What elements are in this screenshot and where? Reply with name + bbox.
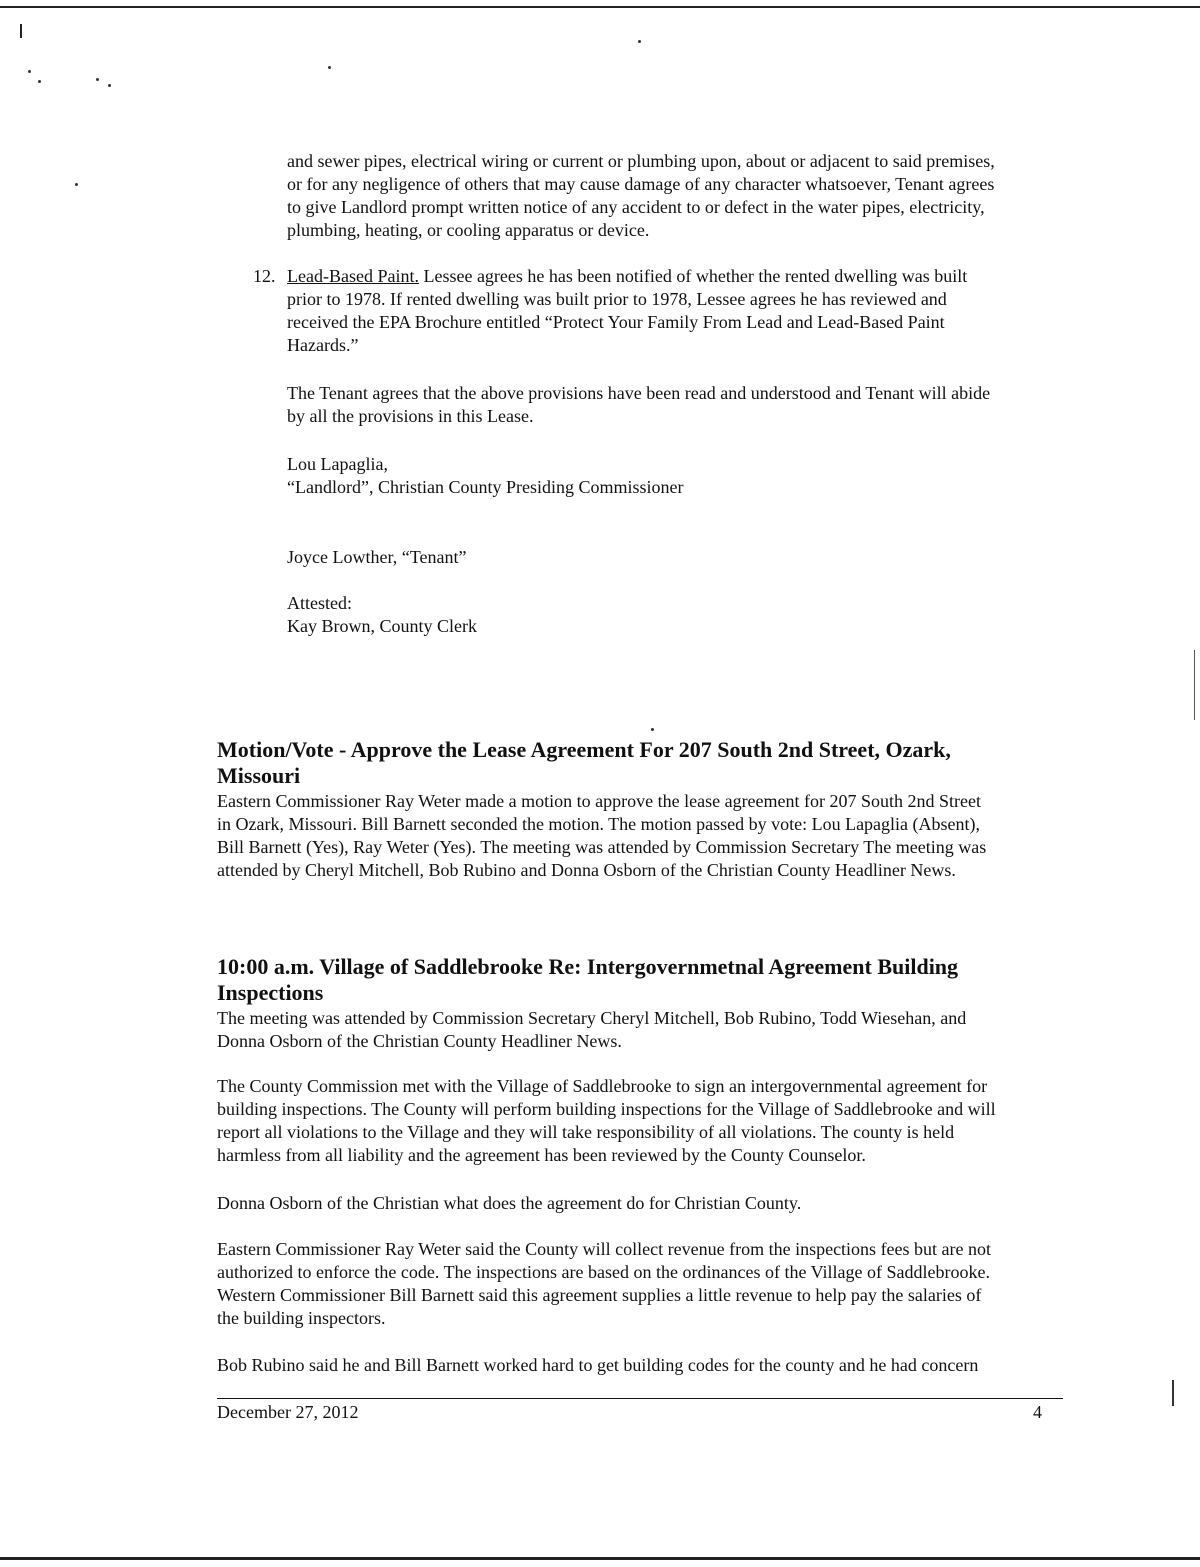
scan-speck xyxy=(75,183,78,186)
text-line xyxy=(287,265,1077,288)
text-line: and sewer pipes, electrical wiring or current or plumbing upon, about or adjacent to said premises, xyxy=(287,151,995,171)
text-line: prior to 1978. If rented dwelling was built prior to 1978, Lessee agrees he has reviewed and xyxy=(287,289,947,309)
heading-line: Motion/Vote - Approve the Lease Agreement For 207 South 2nd Street, Ozark, xyxy=(217,737,951,762)
text-line: The Tenant agrees that the above provisions have been read and understood and Tenant will abide xyxy=(287,383,991,403)
text-line: Eastern Commissioner Ray Weter made a motion to approve the lease agreement for 207 South 2nd Street xyxy=(217,791,982,811)
motion-body xyxy=(217,790,1077,882)
text-line: The meeting was attended by Commission Secretary Cheryl Mitchell, Bob Rubino, Todd Wiesehan, and xyxy=(217,1008,967,1028)
text-line: plumbing, heating, or cooling apparatus or device. xyxy=(287,220,650,240)
scan-speck xyxy=(28,70,31,73)
clerk-name: Kay Brown, County Clerk xyxy=(287,616,477,636)
tenant-name: Joyce Lowther, “Tenant” xyxy=(287,547,467,567)
heading-line: Inspections xyxy=(217,980,324,1005)
clause-number: 12. xyxy=(253,266,276,286)
paragraph-question xyxy=(217,1192,1077,1215)
attested-label: Attested: xyxy=(287,593,352,613)
clause-title: Lead-Based Paint. xyxy=(287,266,419,286)
text-line: received the EPA Brochure entitled “Protect Your Family From Lead and Lead-Based Paint xyxy=(287,312,945,332)
attestation-block xyxy=(287,592,1077,638)
text-line: attended by Cheryl Mitchell, Bob Rubino and Donna Osborn of the Christian County Headliner News. xyxy=(217,860,956,880)
footer-date: December 27, 2012 xyxy=(217,1402,359,1422)
scan-speck xyxy=(651,728,654,731)
text-line: Donna Osborn of the Christian what does the agreement do for Christian County. xyxy=(217,1193,802,1213)
text-line: authorized to enforce the code. The inspections are based on the ordinances of the Village of Saddlebrooke. xyxy=(217,1262,990,1282)
text-line: Donna Osborn of the Christian County Headliner News. xyxy=(217,1031,622,1051)
page-number: 4 xyxy=(1033,1402,1042,1422)
footer-rule xyxy=(217,1398,1063,1399)
text-line: or for any negligence of others that may cause damage of any character whatsoever, Tenant agrees xyxy=(287,174,995,194)
text-line: Bob Rubino said he and Bill Barnett worked hard to get building codes for the county and he had concern xyxy=(217,1355,979,1375)
scan-speck xyxy=(108,84,111,87)
text-line: the building inspectors. xyxy=(217,1308,386,1328)
landlord-signature-block xyxy=(287,453,1077,499)
tenant-signature-block xyxy=(287,546,1077,569)
section-heading-saddlebrooke xyxy=(217,954,1077,1006)
heading-line: 10:00 a.m. Village of Saddlebrooke Re: Intergovernmetnal Agreement Building xyxy=(217,954,959,979)
clause-text: Lessee agrees he has been notified of whether the rented dwelling was built xyxy=(418,266,968,286)
landlord-title: “Landlord”, Christian County Presiding Commissioner xyxy=(287,477,684,497)
text-line: The County Commission met with the Village of Saddlebrooke to sign an intergovernmental agreement for xyxy=(217,1076,988,1096)
scan-mark xyxy=(1172,1380,1174,1406)
scan-speck xyxy=(96,78,99,81)
scan-speck xyxy=(638,40,641,43)
scan-border-top xyxy=(0,6,1200,8)
text-line: to give Landlord prompt written notice of any accident to or defect in the water pipes, electricity, xyxy=(287,197,985,217)
text-line: building inspections. The County will perform building inspections for the Village of Saddlebrooke and will xyxy=(217,1099,996,1119)
clause-12 xyxy=(287,265,1077,357)
paragraph-building-codes xyxy=(217,1354,1077,1377)
agreement-statement xyxy=(287,382,1077,428)
scan-border-bottom xyxy=(0,1557,1200,1560)
landlord-name: Lou Lapaglia, xyxy=(287,454,388,474)
text-line: Western Commissioner Bill Barnett said this agreement supplies a little revenue to help pay the salaries of xyxy=(217,1285,982,1305)
text-line: Eastern Commissioner Ray Weter said the County will collect revenue from the inspections fees but are not xyxy=(217,1239,992,1259)
attendance-paragraph xyxy=(217,1007,1077,1053)
paragraph-revenue xyxy=(217,1238,1077,1330)
scan-speck xyxy=(38,80,41,83)
text-line: Hazards.” xyxy=(287,335,359,355)
scan-mark xyxy=(1194,650,1195,720)
text-line: Bill Barnett (Yes), Ray Weter (Yes). The meeting was attended by Commission Secretary The meeting was xyxy=(217,837,987,857)
scan-speck xyxy=(328,66,331,69)
text-line: report all violations to the Village and they will take responsibility of all violations. The county is held xyxy=(217,1122,955,1142)
paragraph-agreement-summary xyxy=(217,1075,1077,1167)
continued-clause xyxy=(287,150,1077,242)
text-line: in Ozark, Missouri. Bill Barnett seconded the motion. The motion passed by vote: Lou Lapaglia (Absent), xyxy=(217,814,981,834)
scan-mark xyxy=(20,24,22,38)
heading-line: Missouri xyxy=(217,763,301,788)
text-line: by all the provisions in this Lease. xyxy=(287,406,534,426)
text-line: harmless from all liability and the agreement has been reviewed by the County Counselor. xyxy=(217,1145,866,1165)
section-heading-motion xyxy=(217,737,1077,789)
